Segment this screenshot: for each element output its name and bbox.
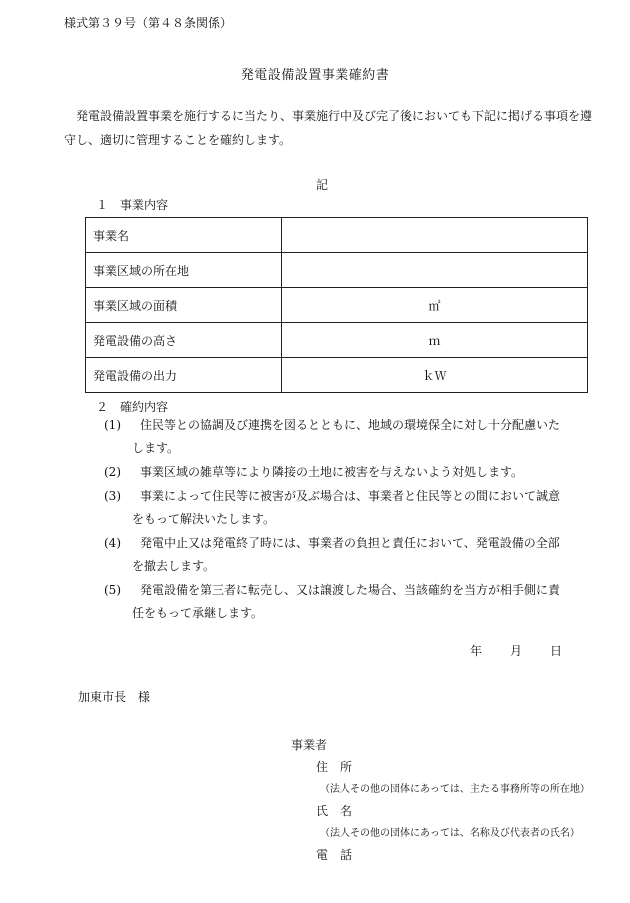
date-year: 年 [470, 644, 483, 658]
row-value-field[interactable] [282, 288, 588, 323]
item-text-continued: を撤去します。 [132, 559, 216, 573]
row-label: 事業名 [86, 218, 282, 253]
row-label: 事業区域の面積 [86, 288, 282, 323]
list-item [104, 461, 592, 484]
addressee: 加東市長 様 [78, 690, 151, 704]
row-value-field[interactable] [282, 253, 588, 288]
item-number: (3) [104, 489, 121, 503]
list-item [104, 414, 592, 460]
item-text: 住民等との協調及び連携を図るとともに、地域の環境保全に対し十分配慮いた [140, 418, 561, 432]
row-label: 事業区域の所在地 [86, 253, 282, 288]
form-number: 様式第３９号（第４８条関係） [64, 16, 233, 30]
name-label: 氏 名 [316, 804, 353, 818]
list-item [104, 532, 592, 578]
item-text: 事業区域の雑草等により隣接の土地に被害を与えないよう対処します。 [140, 465, 524, 479]
table-row [86, 218, 588, 253]
table-row [86, 288, 588, 323]
item-text-continued: 任をもって承継します。 [132, 606, 264, 620]
section-2-heading: ２ 確約内容 [96, 400, 169, 414]
section-1-heading: １ 事業内容 [96, 198, 169, 212]
business-details-table [85, 217, 588, 393]
row-unit: ｍ [428, 333, 441, 348]
item-number: (4) [104, 536, 121, 550]
list-item [104, 579, 592, 625]
row-label: 発電設備の出力 [86, 358, 282, 393]
row-unit: ｋＷ [422, 368, 447, 383]
table-row [86, 358, 588, 393]
item-text: 発電中止又は発電終了時には、事業者の負担と責任において、発電設備の全部 [140, 536, 560, 550]
address-label: 住 所 [316, 760, 353, 774]
item-number: (5) [104, 583, 121, 597]
item-text: 発電設備を第三者に転売し、又は譲渡した場合、当該確約を当方が相手側に責 [140, 583, 561, 597]
item-text-continued: をもって解決いたします。 [132, 512, 276, 526]
row-value-field[interactable] [282, 358, 588, 393]
table-row [86, 253, 588, 288]
row-value-field[interactable] [282, 218, 588, 253]
address-note: （法人その他の団体にあっては、主たる事務所等の所在地） [320, 784, 590, 795]
commitment-list [104, 414, 592, 626]
list-item [104, 485, 592, 531]
item-number: (1) [104, 418, 121, 432]
phone-label: 電 話 [316, 848, 353, 862]
applicant-heading: 事業者 [291, 738, 328, 752]
date-line[interactable] [470, 642, 562, 659]
date-month: 月 [510, 644, 523, 658]
item-number: (2) [104, 465, 121, 479]
intro-paragraph: 発電設備設置事業を施行するに当たり、事業施行中及び完了後においても下記に掲げる事項を遵守し、適切に管理することを確約します。 [64, 109, 593, 147]
name-note: （法人その他の団体にあっては、名称及び代表者の氏名） [320, 828, 580, 839]
row-label: 発電設備の高さ [86, 323, 282, 358]
row-value-field[interactable] [282, 323, 588, 358]
document-title: 発電設備設置事業確約書 [240, 68, 390, 83]
item-text: 事業によって住民等に被害が及ぶ場合は、事業者と住民等との間において誠意 [140, 489, 561, 503]
row-unit: ㎡ [428, 298, 441, 313]
date-day: 日 [550, 644, 563, 658]
item-text-continued: します。 [132, 441, 180, 455]
table-row [86, 323, 588, 358]
ki-heading: 記 [315, 178, 328, 192]
